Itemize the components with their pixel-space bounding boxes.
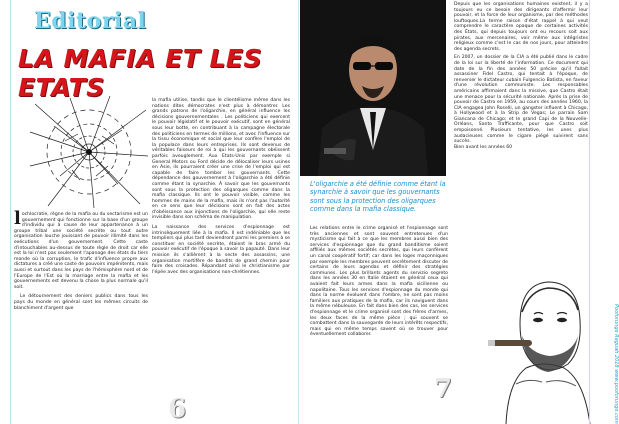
right-column-2 [454,2,588,150]
left-col1-paragraph-2: Le détournement des deniers publics dans tous les pays du monde en général sont les mêmes circuits de blanchiment d'argent que [14,294,148,311]
right-side-strip [589,0,619,424]
left-col2-paragraph-2: La naissance des services d'espionnage est intrinsèquement liée à la mafia. Il est indéniable que les templiers qui plus tard deviendront parmi les premiers à se constituer en société secrète, étaient le bras armé du pouvoir exécutif de l'époque à savoir la papauté. Dans leur mission ils s'allièrent à la secte des assassins, une organisation mortifère de bandits de grand chemin pour faire des croisades. Répandant ainsi le christianisme par l'épée avec des organisations non-chrétiennes. [152,225,290,275]
headline: LA MAFIA ET LES ETATS [18,44,262,102]
left-col1-text: ochlocratie, règne de la mafia ou du sectarisme est un gouvernement qui fonctionne sur la base d'un groupe d'individu qui à cause de leur appartenance à un groupe tribal une société secrète ou tout autre organisation louche jouissant de pouvoir illimité dans les exécutions d'un gouvernement. Cette caste d'intouchables au-dessus de toute règle de droit car elle est la loi n'est pas seulement l'apanage des états du tiers monde où la corruption, le trafic d'influence propre aux dictatures a créé une caste de pouvoirs impénitents, mais aussi et surtout dans les pays de l'hémisphère nord et de l'Europe de l'Est où la marriage entre la mafia et les gouvernements est devenu la chose la plus normale qu'il soit. [14,212,148,290]
right-column-1 [310,226,448,338]
right-col2-text: Depuis que les organisations humaines existent, il y a toujours eu ce besoin des dirigeants d'affermir leur pouvoir, et la force de leur organisme, par des méthodes louftoques.La terme raison d'état rappel à qui veut comprendre le caractère opaque de certaines activités des États, qui depuis toujours ont eu recours soit aux pirates, aux mercenaires, voir même aux intégristes religieux comme c'est le cas de nos jours, pour atteindre des agenda secrets. [454,2,588,52]
section-label: Editorial [34,8,147,34]
left-col2-text: la mafia utilise, tandis que le clientélisme même dans les nations dites démocrates n'est plus à démontrer. Les grands patrons de l'oligarchie, en général influence les décisions gouvernementales . Les politiciens qui exercent le pouvoir législatif et le pouvoir exécutif, sont en général sous leur botte, en contribuant à la campagne électorale des politiciens en termes de millions, et avec l'influence sur la tissu économique et social que leur confère l'emploi de la populace dans leurs entreprises. Ils sont devenus de véritables faiseurs de roi à qui les gouvernants obéissent parfois aveuglement. Aux Etats-Unis par exemple si General Motors ou Ford décide de délocaliser leurs usines en Asie, ils pourraient créer une crise de l'emploi qui est capable de faire tomber les gouvernants. Cette dépendance des gouvernement à l'oligarchie a été définie comme étant la synarchie. À savoir que les gouvernants sont sous la protection des oligarques comme dans la mafia classique. Ils ont le pouvoir visible, comme les hommes de mains de la mafia, mais ils n'ont pas l'autorité en ce sens que leur décisions sont en fait des actes d'obéissance aux injonctions de l'oligarchie, qui elle reste invisible dans son schéma de manipulation. [152,98,290,221]
shattered-glass-image [30,96,148,208]
left-page [0,0,299,424]
pull-quote: L'oligarchie a été définie comme étant la synarchie à savoir que les gouvernants sont sous la protection des oligarques comme dans la mafia classique. [310,180,446,213]
mafioso-photo [300,0,446,176]
right-page [300,0,619,424]
page-number-right: 7 [434,374,453,404]
right-vertical-credit: Pooforunge Raguah 2018 www.pooforunge.com [613,304,619,424]
right-col2-paragraph-3: Bien avant les années 60 [454,144,513,150]
portrait-sketch [486,264,600,424]
left-column-1 [14,208,148,311]
right-col1-text: Les relations entre le crime organisé et l'espionnage sont très anciennes et sont souvent entretenues d'un mysticisme qui fait à ce que les membres aussi bien des services d'espionnage que du grand banditisme soient affiliés aux mêmes sociétés secrètes, qui leurs confèrent un canal coopératif fortif; car dans les loges maçonniques par exemple les membres peuvent secrètement discuter de certains de leurs agendas et définir des stratégies communes. Les plus brillants agents du servizio segreto dans les années 30 en Italie étaient en général ceux qui avaient fait leurs armes dans la mafia sicilienne ou napolitaine. Tous les services d'espionnage du monde qui dans la norme évoluent dans l'ombre, ne sont pas moins familiers aux pratiques de la mafia, car ils naviguent dans la même nébuleuse. En fait dans bien des cas, les services d'espionnage et le crime organisé sont des frères d'armes, les deux faces de la même pièce ; qui souvent se combattent dans la sauvegarde de leurs intérêts respectifs, mais qui en même temps savent où se trouver pour éventuellement collaborer. [310,226,448,338]
left-column-2 [152,98,290,275]
left-side-strip [0,0,11,424]
right-col2-paragraph-2: En 2007, un dossier de la CIA a été publié dans le cadre de la loi sur la liberté de l'information. Ce document qui date de la fin des années 50 précise qu'il fallait assassiner Fidel Castro, qui tentait à l'époque, de renverser le dictateur cubain Fulgencio Batista, en faveur d'une révolution communiste. Les responsables américains affirmaient dans la missive, que Castro était une menace pour la sécurité nationale. Après la prise de pouvoir de Castro en 1959, au cours des années 1960, la CIA engagea John Roselli, un gangster influent à Chicago, à Hollywood et à la Strip de Vegas; Le parrain Sam Giancana de Chicago; et le grand Capi de la Nouvelle-Orléans, Santo Trafficante, pour que Castro soit empoisonné. Plusieurs tentative, les unes plus audacieuses comme le cigare piégé suivirent sans succès. [454,55,588,145]
drop-cap: l [14,208,21,229]
page-number-left: 6 [168,394,187,424]
